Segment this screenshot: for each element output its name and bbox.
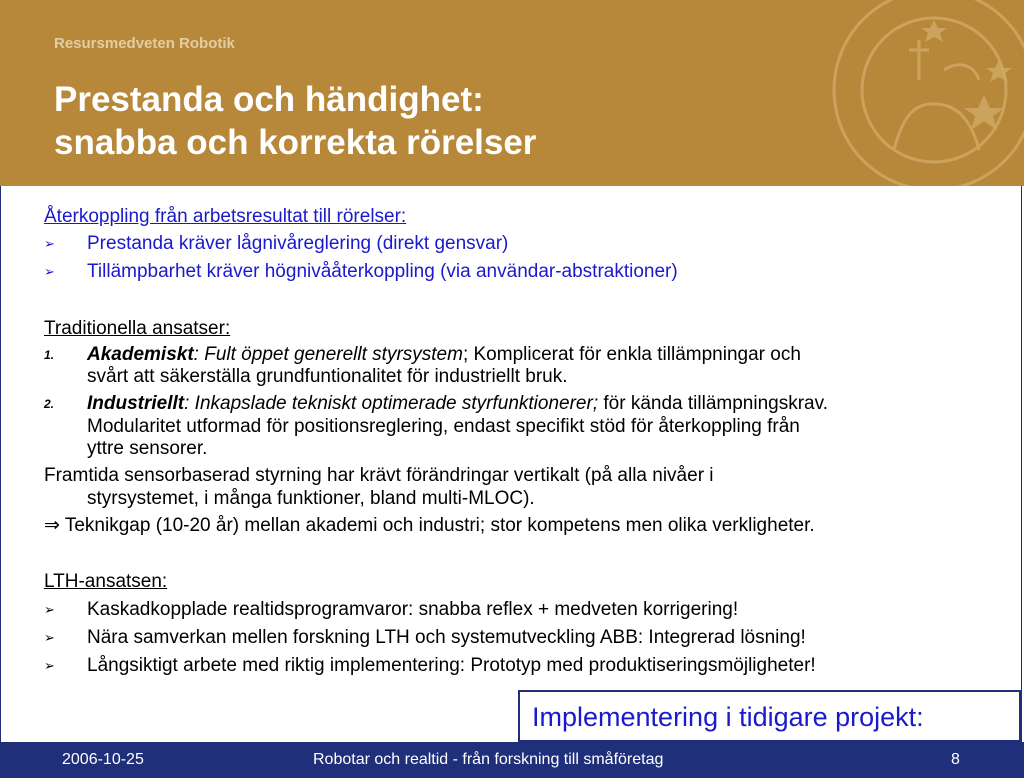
arrow-bullet-icon: ➢ (44, 602, 55, 617)
item-term: Industriellt (87, 393, 185, 414)
list-item: Långsiktigt arbete med riktig implementering: Prototyp med produktiseringsmöjligheter! (87, 655, 816, 676)
section-heading-lth: LTH-ansatsen: (44, 571, 168, 592)
list-item-continuation: Modularitet utformad för positionsreglering, endast specifikt stöd för återkoppling från (87, 416, 800, 437)
university-seal-icon (824, 0, 1024, 186)
slide-header (0, 0, 1024, 186)
teknikgap-text: Teknikgap (10-20 år) mellan akademi och industri; stor kompetens men olika verkligheter. (59, 515, 815, 536)
implies-icon: ⇒ (44, 515, 60, 536)
item-desc: : Inkapslade tekniskt optimerade styrfunktionerer; (184, 393, 599, 414)
footer-title: Robotar och realtid - från forskning till småföretag (313, 751, 664, 768)
list-item: Kaskadkopplade realtidsprogramvaror: snabba reflex + medveten korrigering! (87, 599, 739, 620)
slide-title (54, 78, 536, 164)
section-heading-aterkoppling: Återkoppling från arbetsresultat till rörelser: (44, 206, 407, 227)
footer-date: 2006-10-25 (62, 751, 144, 768)
arrow-bullet-icon: ➢ (44, 630, 55, 645)
list-item-continuation: svårt att säkerställa grundfuntionalitet för industriellt bruk. (87, 366, 568, 387)
callout-box (518, 690, 1021, 742)
paragraph-framtida-continuation: styrsystemet, i många funktioner, bland multi-MLOC). (87, 488, 535, 509)
item-desc: : Fult öppet generellt styrsystem (193, 344, 463, 365)
list-item (87, 393, 828, 415)
item-term: Akademiskt (87, 344, 194, 365)
paragraph-teknikgap (44, 515, 815, 537)
item-rest: ; Komplicerat för enkla tillämpningar och (462, 344, 801, 365)
item-rest: för kända tillämpningskrav. (598, 393, 828, 414)
arrow-bullet-icon: ➢ (44, 658, 55, 673)
list-item: Tillämpbarhet kräver högnivååterkoppling (via användar-abstraktioner) (87, 261, 678, 282)
section-heading-traditionella: Traditionella ansatser: (44, 318, 231, 339)
arrow-bullet-icon: ➢ (44, 264, 55, 279)
slide-subtitle: Resursmedveten Robotik (54, 35, 235, 52)
list-number: 2. (44, 397, 55, 411)
list-item (87, 344, 801, 366)
list-item: Prestanda kräver lågnivåreglering (direkt gensvar) (87, 233, 509, 254)
paragraph-framtida: Framtida sensorbaserad styrning har krävt förändringar vertikalt (på alla nivåer i (44, 465, 714, 486)
title-line-2: snabba och korrekta rörelser (54, 123, 537, 162)
arrow-bullet-icon: ➢ (44, 236, 55, 251)
slide-footer (0, 742, 1024, 778)
list-number: 1. (44, 348, 55, 362)
list-item-continuation: yttre sensorer. (87, 438, 208, 459)
title-line-1: Prestanda och händighet: (54, 80, 484, 119)
list-item: Nära samverkan mellen forskning LTH och systemutveckling ABB: Integrerad lösning! (87, 627, 806, 648)
callout-text: Implementering i tidigare projekt: (532, 702, 924, 732)
page-number: 8 (951, 751, 960, 768)
